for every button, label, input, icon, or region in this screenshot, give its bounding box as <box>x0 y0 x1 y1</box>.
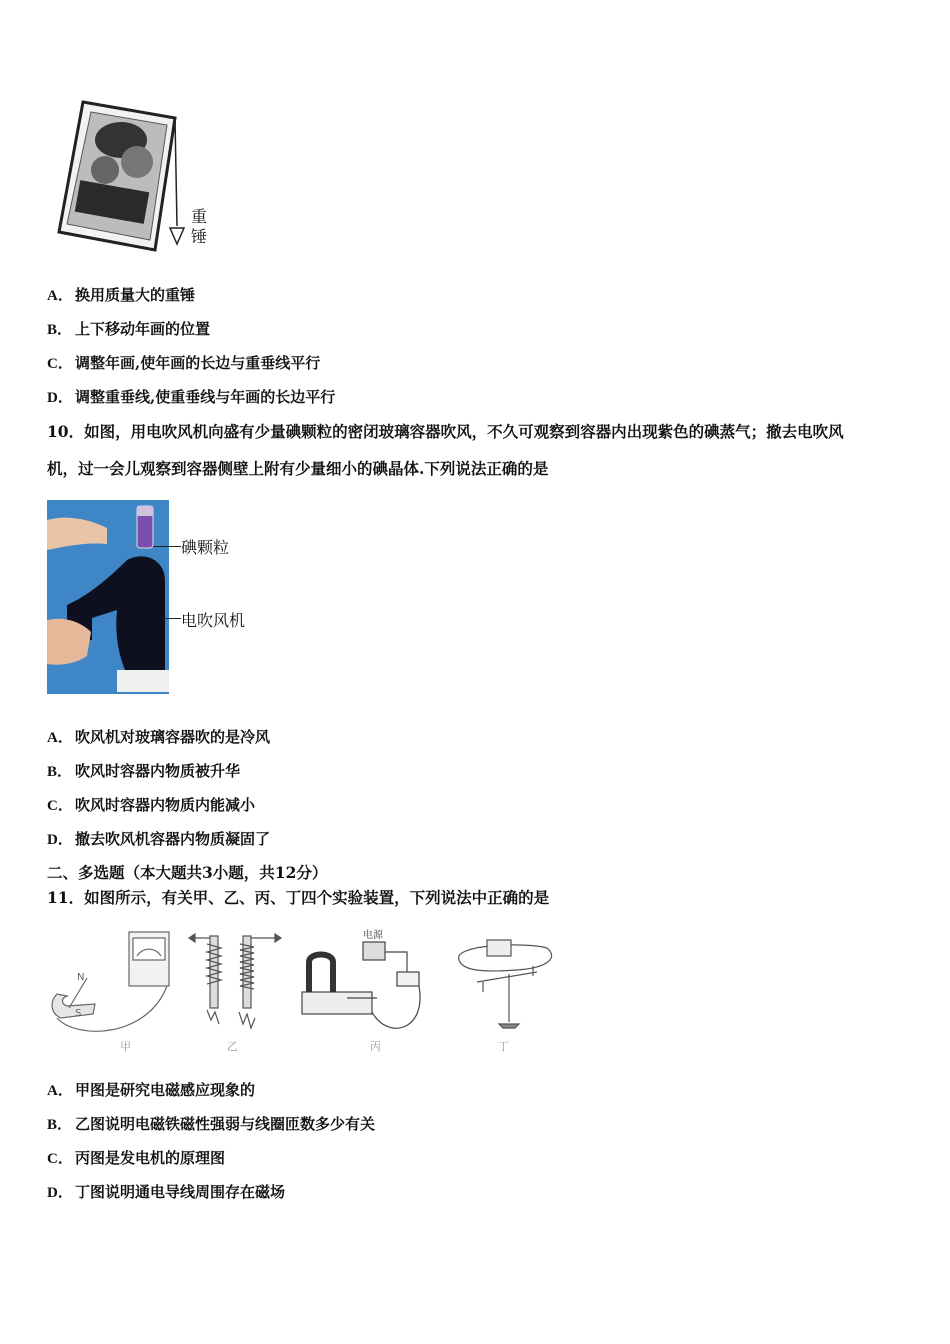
dryer-label: 电吹风机 <box>181 611 246 630</box>
experiment-yi <box>189 934 281 1028</box>
fig-label-yi: 乙 <box>227 1040 238 1053</box>
section2-heading: 二、多选题（本大题共3小题，共12分） <box>47 863 328 882</box>
fig-text-n: N <box>77 972 85 983</box>
fig-label-jia: 甲 <box>120 1040 131 1053</box>
q11-stem: 11．如图所示，有关甲、乙、丙、丁四个实验装置，下列说法中正确的是 <box>47 888 550 907</box>
experiment-ding <box>459 940 552 1028</box>
q9-option-d[interactable]: D． 调整重垂线,使重垂线与年画的长边平行 <box>47 388 336 406</box>
q10-stem-line1: 10．如图，用电吹风机向盛有少量碘颗粒的密闭玻璃容器吹风，不久可观察到容器内出现紫色的碘蒸气；撤去电吹风 <box>47 422 844 441</box>
q9-option-a[interactable]: A． 换用质量大的重锤 <box>47 286 196 304</box>
experiment-jia <box>52 932 169 1031</box>
iodine-leader-line <box>153 546 181 547</box>
experiment-bing <box>302 942 420 1028</box>
experiments-illustration <box>47 922 567 1057</box>
iodine-label: 碘颗粒 <box>181 538 230 557</box>
q10-option-b[interactable]: B． 吹风时容器内物质被升华 <box>47 762 241 780</box>
hairdryer-photo <box>47 500 169 694</box>
fig-text-power: 电源 <box>363 930 383 941</box>
q10-option-c[interactable]: C． 吹风时容器内物质内能减小 <box>47 796 256 814</box>
q9-option-b[interactable]: B． 上下移动年画的位置 <box>47 320 211 338</box>
fig-text-s: S <box>75 1008 82 1019</box>
q11-option-c[interactable]: C． 丙图是发电机的原理图 <box>47 1149 226 1167</box>
q10-stem-line2: 机，过一会儿观察到容器侧壁上附有少量细小的碘晶体.下列说法正确的是 <box>47 459 549 478</box>
q11-option-b[interactable]: B． 乙图说明电磁铁磁性强弱与线圈匝数多少有关 <box>47 1115 376 1133</box>
q9-option-c[interactable]: C． 调整年画,使年画的长边与重垂线平行 <box>47 354 321 372</box>
plumb-label-2: 锤 <box>191 227 208 246</box>
painting-figure <box>55 98 225 258</box>
fig-label-ding: 丁 <box>498 1040 509 1053</box>
dryer-leader-line <box>163 618 181 619</box>
q10-option-a[interactable]: A． 吹风机对玻璃容器吹的是冷风 <box>47 728 271 746</box>
hairdryer-figure <box>47 500 267 694</box>
q11-option-a[interactable]: A． 甲图是研究电磁感应现象的 <box>47 1081 256 1099</box>
experiments-figure <box>47 922 567 1057</box>
fig-label-bing: 丙 <box>370 1040 381 1053</box>
q11-option-d[interactable]: D． 丁图说明通电导线周围存在磁场 <box>47 1183 286 1201</box>
q10-option-d[interactable]: D． 撤去吹风机容器内物质凝固了 <box>47 830 271 848</box>
plumb-label-1: 重 <box>191 207 208 226</box>
